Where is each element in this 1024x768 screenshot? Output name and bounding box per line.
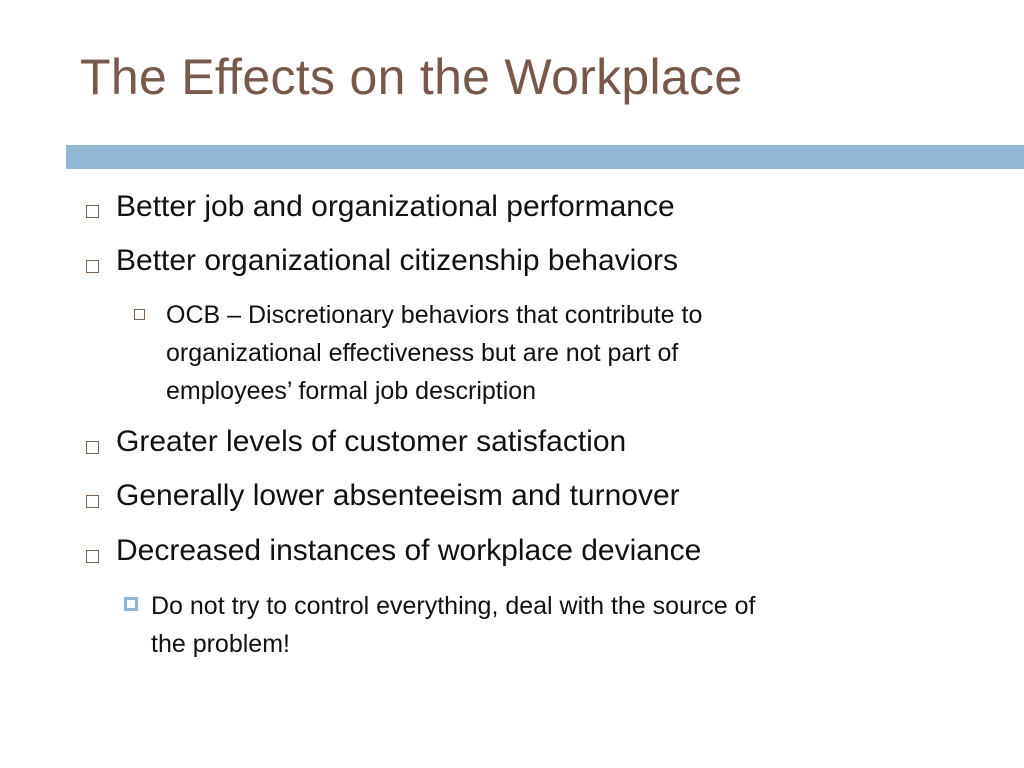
title-rule [66, 145, 1024, 169]
hollow-square-icon [86, 550, 99, 563]
filled-square-icon [124, 597, 138, 611]
bullet-job-performance: Better job and organizational performance [116, 190, 675, 223]
sub-bullet-line: organizational effectiveness but are not part of [166, 339, 679, 367]
bullet-customer-satisfaction: Greater levels of customer satisfaction [116, 425, 627, 458]
bullet-workplace-deviance: Decreased instances of workplace deviance [116, 534, 702, 567]
slide-title: The Effects on the Workplace [80, 49, 743, 105]
hollow-square-icon [86, 205, 99, 218]
sub-bullet-ocb-definition [166, 296, 702, 410]
hollow-square-icon [86, 495, 99, 508]
hollow-square-icon [86, 260, 99, 273]
sub-bullet-line: OCB – Discretionary behaviors that contribute to [166, 301, 703, 329]
sub-bullet-line: Do not try to control everything, deal with the source of [151, 592, 756, 620]
sub-bullet-line: employees’ formal job description [166, 377, 537, 405]
hollow-square-icon [134, 309, 145, 320]
bullet-absenteeism-turnover: Generally lower absenteeism and turnover [116, 479, 680, 512]
bullet-citizenship-behaviors: Better organizational citizenship behaviors [116, 244, 678, 277]
sub-bullet-control-note [151, 587, 755, 663]
sub-bullet-line: the problem! [151, 630, 290, 658]
hollow-square-icon [86, 441, 99, 454]
